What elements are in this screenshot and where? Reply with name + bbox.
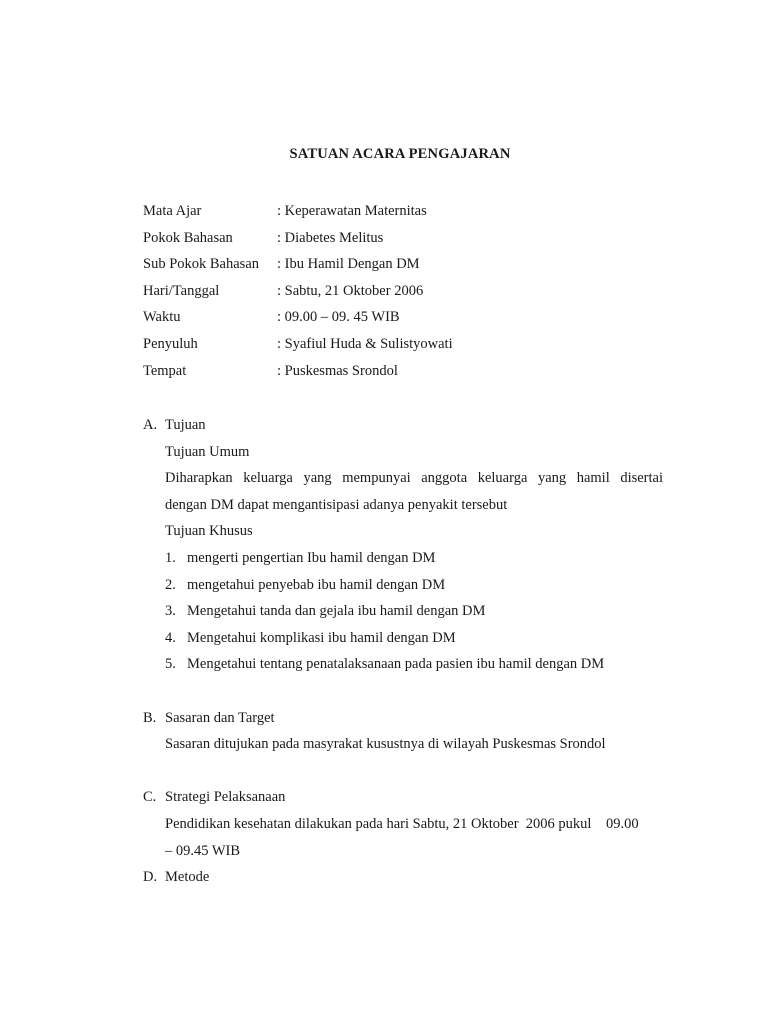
section-letter: B. bbox=[143, 709, 157, 726]
info-value: : Puskesmas Srondol bbox=[277, 362, 398, 379]
list-number: 1. bbox=[165, 549, 176, 566]
info-row-sub-pokok-bahasan bbox=[143, 251, 453, 278]
section-title: Strategi Pelaksanaan bbox=[165, 789, 286, 806]
section-letter: C. bbox=[143, 789, 157, 806]
info-label: Waktu bbox=[143, 309, 181, 326]
section-b-body: Sasaran ditujukan pada masyrakat kusustnya di wilayah Puskesmas Srondol bbox=[165, 736, 606, 753]
general-goal-text-line1: Diharapkan keluarga yang mempunyai anggota keluarga yang hamil disertai bbox=[165, 470, 663, 487]
section-c-body-line1: Pendidikan kesehatan dilakukan pada hari Sabtu, 21 Oktober 2006 pukul 09.00 bbox=[165, 815, 639, 832]
section-title: Sasaran dan Target bbox=[165, 709, 275, 726]
section-c-heading bbox=[143, 784, 663, 811]
list-text: Mengetahui tanda dan gejala ibu hamil dengan DM bbox=[187, 603, 486, 620]
list-item bbox=[143, 625, 663, 652]
info-value: : Diabetes Melitus bbox=[277, 229, 384, 246]
info-label: Pokok Bahasan bbox=[143, 229, 233, 246]
sections bbox=[143, 412, 663, 891]
info-label: Sub Pokok Bahasan bbox=[143, 256, 259, 273]
info-label: Mata Ajar bbox=[143, 203, 202, 219]
info-table bbox=[143, 198, 453, 384]
info-value: : Sabtu, 21 Oktober 2006 bbox=[277, 282, 424, 299]
list-text: Mengetahui tentang penatalaksanaan pada pasien ibu hamil dengan DM bbox=[187, 656, 605, 673]
section-letter: A. bbox=[143, 417, 158, 433]
general-goal-heading: Tujuan Umum bbox=[165, 443, 250, 460]
info-value: : Keperawatan Maternitas bbox=[277, 203, 427, 219]
list-number: 2. bbox=[165, 576, 176, 593]
info-row-tempat bbox=[143, 358, 453, 385]
section-a-heading bbox=[143, 412, 663, 439]
info-value: : 09.00 – 09. 45 WIB bbox=[277, 309, 400, 326]
list-text: mengetahui penyebab ibu hamil dengan DM bbox=[187, 576, 446, 593]
list-number: 5. bbox=[165, 656, 176, 673]
info-row-hari-tanggal bbox=[143, 278, 453, 305]
general-goal-text-line2: dengan DM dapat mengantisipasi adanya penyakit tersebut bbox=[165, 496, 508, 513]
spacer bbox=[143, 678, 663, 705]
document-title: SATUAN ACARA PENGAJARAN bbox=[289, 146, 511, 162]
specific-goal-heading: Tujuan Khusus bbox=[165, 523, 253, 540]
list-item bbox=[143, 598, 663, 625]
spacer bbox=[143, 758, 663, 785]
info-label: Penyuluh bbox=[143, 335, 198, 352]
section-c-body-line2: – 09.45 WIB bbox=[165, 842, 241, 859]
section-title: Tujuan bbox=[165, 417, 206, 433]
info-row-penyuluh bbox=[143, 331, 453, 358]
list-number: 3. bbox=[165, 603, 176, 620]
info-row-mata-ajar bbox=[143, 198, 453, 225]
list-item bbox=[143, 651, 663, 678]
info-label: Hari/Tanggal bbox=[143, 282, 220, 299]
list-item bbox=[143, 572, 663, 599]
section-title: Metode bbox=[165, 869, 210, 886]
section-b-heading bbox=[143, 705, 663, 732]
list-text: Mengetahui komplikasi ibu hamil dengan DM bbox=[187, 629, 456, 646]
list-item bbox=[143, 545, 663, 572]
section-d-heading bbox=[143, 864, 663, 891]
section-letter: D. bbox=[143, 869, 158, 886]
info-row-waktu bbox=[143, 304, 453, 331]
info-value: : Ibu Hamil Dengan DM bbox=[277, 256, 420, 273]
info-row-pokok-bahasan bbox=[143, 225, 453, 252]
info-label: Tempat bbox=[143, 362, 187, 379]
list-number: 4. bbox=[165, 629, 176, 646]
info-value: : Syafiul Huda & Sulistyowati bbox=[277, 335, 453, 352]
list-text: mengerti pengertian Ibu hamil dengan DM bbox=[187, 549, 436, 566]
